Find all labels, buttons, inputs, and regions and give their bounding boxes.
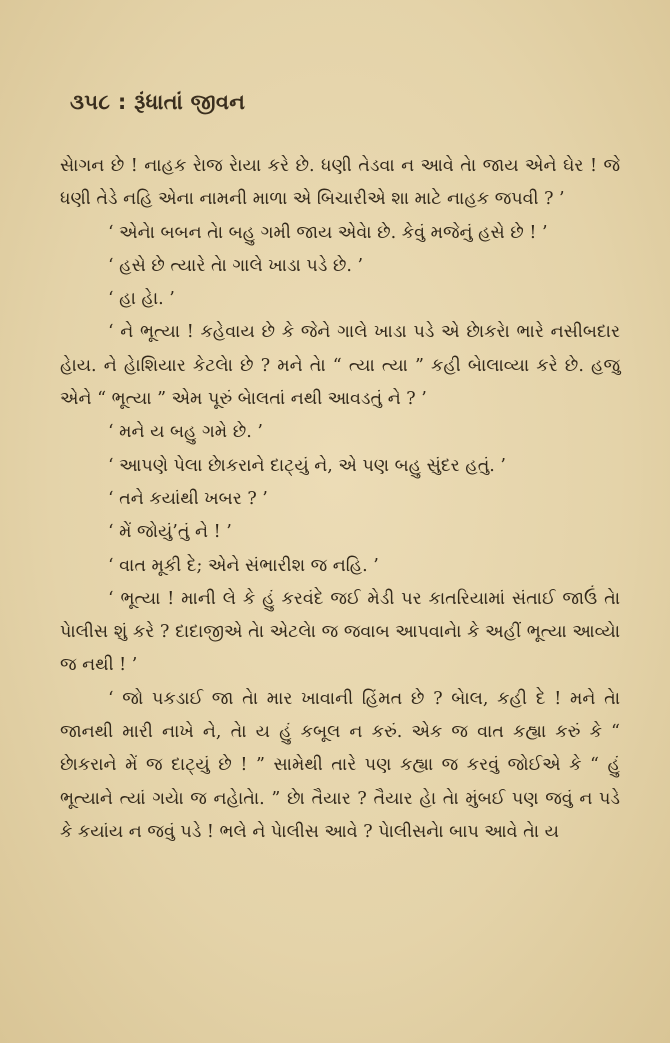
paragraph: સેાગન છે ! નાહક રેાજ રેાયા કરે છે. ધણી તેડવા ન આવે તેા જાય એને ઘેર ! જે ધણી તેડે નહિ એના નામની માળા એ બિચારીએ શા માટે નાહક જપવી ? ’ <box>60 156 620 210</box>
paragraph: ‘ મને ય બહુ ગમે છે. ’ <box>108 422 263 443</box>
paragraph: ‘ તને કયાંથી ખબર ? ’ <box>108 488 268 509</box>
paragraph: ‘ ને ભૂત્યા ! કહેવાય છે કે જેને ગાલે ખાડા પડે એ છેાકરેા ભારે નસીબદાર હેાય. ને હેાશિયાર કેટલેા છે ? મને તેા “ ત્યા ત્યા ” કહી બેાલાવ્યા કરે છે. હજુ એને “ ભૂત્યા ” એમ પૂરું બેાલતાં નથી આવડતું ને ? ’ <box>60 322 620 410</box>
paragraph: ‘ મેં જોયું’તું ને ! ’ <box>108 522 232 543</box>
body-text <box>60 150 620 849</box>
paragraph: ‘ વાત મૂકી દે; એને સંભારીશ જ નહિ. ’ <box>108 555 379 576</box>
paragraph: ‘ જો પકડાઈ જા તેા માર ખાવાની હિંમત છે ? બેાલ, કહી દે ! મને તેા જાનથી મારી નાખે ને, તેા ય હું કબૂલ ન કરું. એક જ વાત કહ્યા કરું કે “ છેાકરાને મેં જ દાટ્યું છે ! ” સામેથી તારે પણ કહ્યા જ કરવું જોઈએ કે “ હું ભૂત્યાને ત્યાં ગયેા જ નહેાતેા. ” છેા તૈયાર ? તૈયાર હેા તેા મુંબઈ પણ જવું ન પડે કે કયાંય ન જવું પડે ! ભલે ને પેાલીસ આવે ? પેાલીસનેા બાપ આવે તેા ય <box>60 688 620 842</box>
paragraph: ‘ ભૂત્યા ! માની લે કે હું કરવંદે જઈ મેડી પર કાતરિયામાં સંતાઈ જાઉં તેા પેાલીસ શું કરે ? દાદાજીએ તેા એટલેા જ જવાબ આપવાનેા કે અહીં ભૂત્યા આવ્યેા જ નથી ! ’ <box>60 588 620 676</box>
paragraph: ‘ એનેા બબન તેા બહુ ગમી જાય એવેા છે. કેવું મજેનું હસે છે ! ’ <box>108 222 548 243</box>
paragraph: ‘ આપણે પેલા છેાકરાને દાટ્યું ને, એ પણ બહુ સુંદર હતું. ’ <box>108 455 506 476</box>
paragraph: ‘ હા હેા. ’ <box>108 289 175 310</box>
paragraph: ‘ હસે છે ત્યારે તેા ગાલે ખાડા પડે છે. ’ <box>108 255 364 276</box>
running-head: ૩૫૮ : રૂંધાતાં જીવન <box>70 90 246 114</box>
